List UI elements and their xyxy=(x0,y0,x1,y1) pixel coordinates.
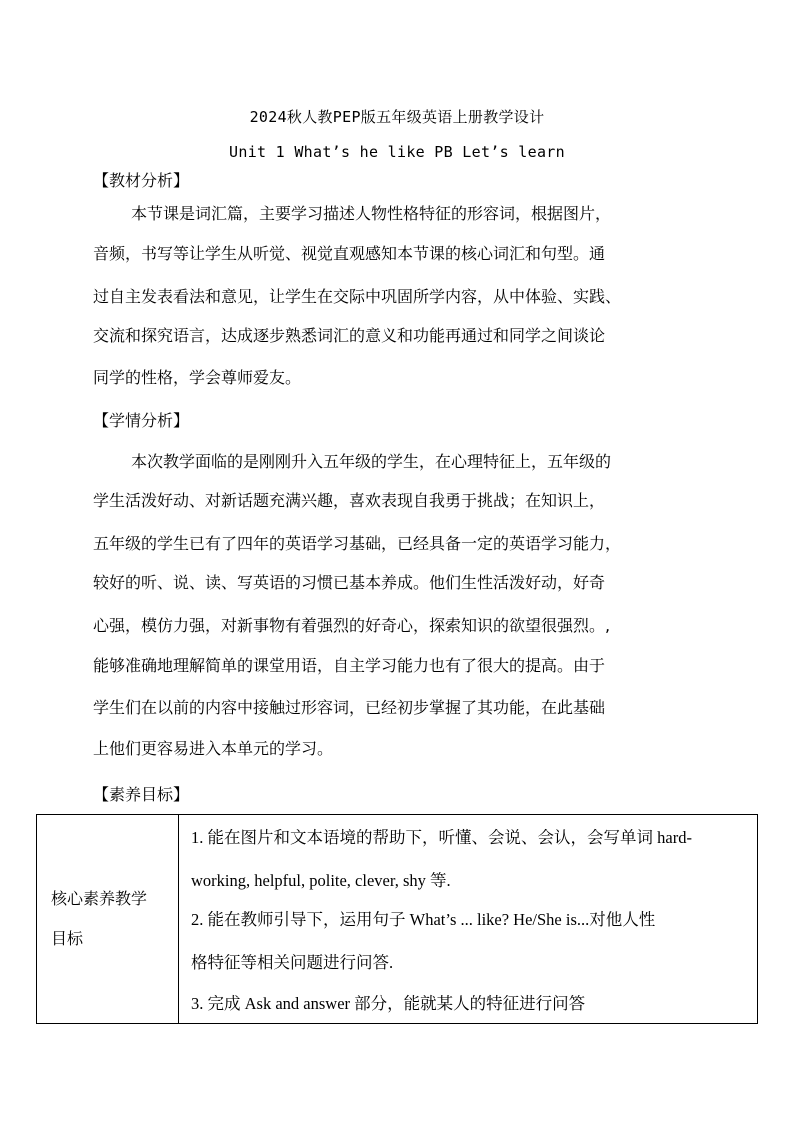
document-subtitle: Unit 1 What’s he like PB Let’s learn xyxy=(229,143,565,161)
goals-label-line: 目标 xyxy=(51,929,84,948)
paragraph-line: 心强，模仿力强，对新事物有着强烈的好奇心，探索知识的欲望很强烈。, xyxy=(93,616,611,635)
goals-label-line: 核心素养教学 xyxy=(51,889,148,908)
literacy-goals-table xyxy=(36,814,758,1024)
material-analysis-heading: 【教材分析】 xyxy=(93,171,190,190)
document-title: 2024秋人教PEP版五年级英语上册教学设计 xyxy=(249,108,545,126)
learner-analysis-heading: 【学情分析】 xyxy=(93,411,190,430)
paragraph-line: 上他们更容易进入本单元的学习。 xyxy=(93,739,334,758)
paragraph-line: 同学的性格，学会尊师爱友。 xyxy=(93,368,302,387)
paragraph-line: 本节课是词汇篇，主要学习描述人物性格特征的形容词，根据图片， xyxy=(131,204,612,223)
paragraph-line: 学生们在以前的内容中接触过形容词，已经初步掌握了其功能，在此基础 xyxy=(93,698,606,717)
goals-content-cell xyxy=(179,815,758,1024)
goal-item-line: 2. 能在教师引导下，运用句子 What’s ... like? He/She is...对他人性 xyxy=(191,910,656,929)
goals-label-cell xyxy=(37,815,179,1024)
goal-item-line: 3. 完成 Ask and answer 部分，能就某人的特征进行问答 xyxy=(191,994,586,1013)
paragraph-line: 五年级的学生已有了四年的英语学习基础，已经具备一定的英语学习能力， xyxy=(93,534,622,553)
goal-item-line: 1. 能在图片和文本语境的帮助下，听懂、会说、会认，会写单词 hard- xyxy=(191,828,692,847)
goal-item-line: 格特征等相关问题进行问答. xyxy=(191,953,394,972)
goal-item-line: working, helpful, polite, clever, shy 等. xyxy=(191,871,451,890)
paragraph-line: 过自主发表看法和意见，让学生在交际中巩固所学内容，从中体验、实践、 xyxy=(93,287,622,306)
paragraph-line: 学生活泼好动、对新话题充满兴趣，喜欢表现自我勇于挑战；在知识上， xyxy=(93,491,606,510)
paragraph-line: 较好的听、说、读、写英语的习惯已基本养成。他们生性活泼好动，好奇 xyxy=(93,573,606,592)
paragraph-line: 能够准确地理解简单的课堂用语，自主学习能力也有了很大的提高。由于 xyxy=(93,656,606,675)
table-row xyxy=(37,815,758,1024)
paragraph-line: 音频，书写等让学生从听觉、视觉直观感知本节课的核心词汇和句型。通 xyxy=(93,244,606,263)
paragraph-line: 交流和探究语言，达成逐步熟悉词汇的意义和功能再通过和同学之间谈论 xyxy=(93,326,606,345)
paragraph-line: 本次教学面临的是刚刚升入五年级的学生，在心理特征上，五年级的 xyxy=(131,452,612,471)
literacy-goals-heading: 【素养目标】 xyxy=(93,785,190,804)
